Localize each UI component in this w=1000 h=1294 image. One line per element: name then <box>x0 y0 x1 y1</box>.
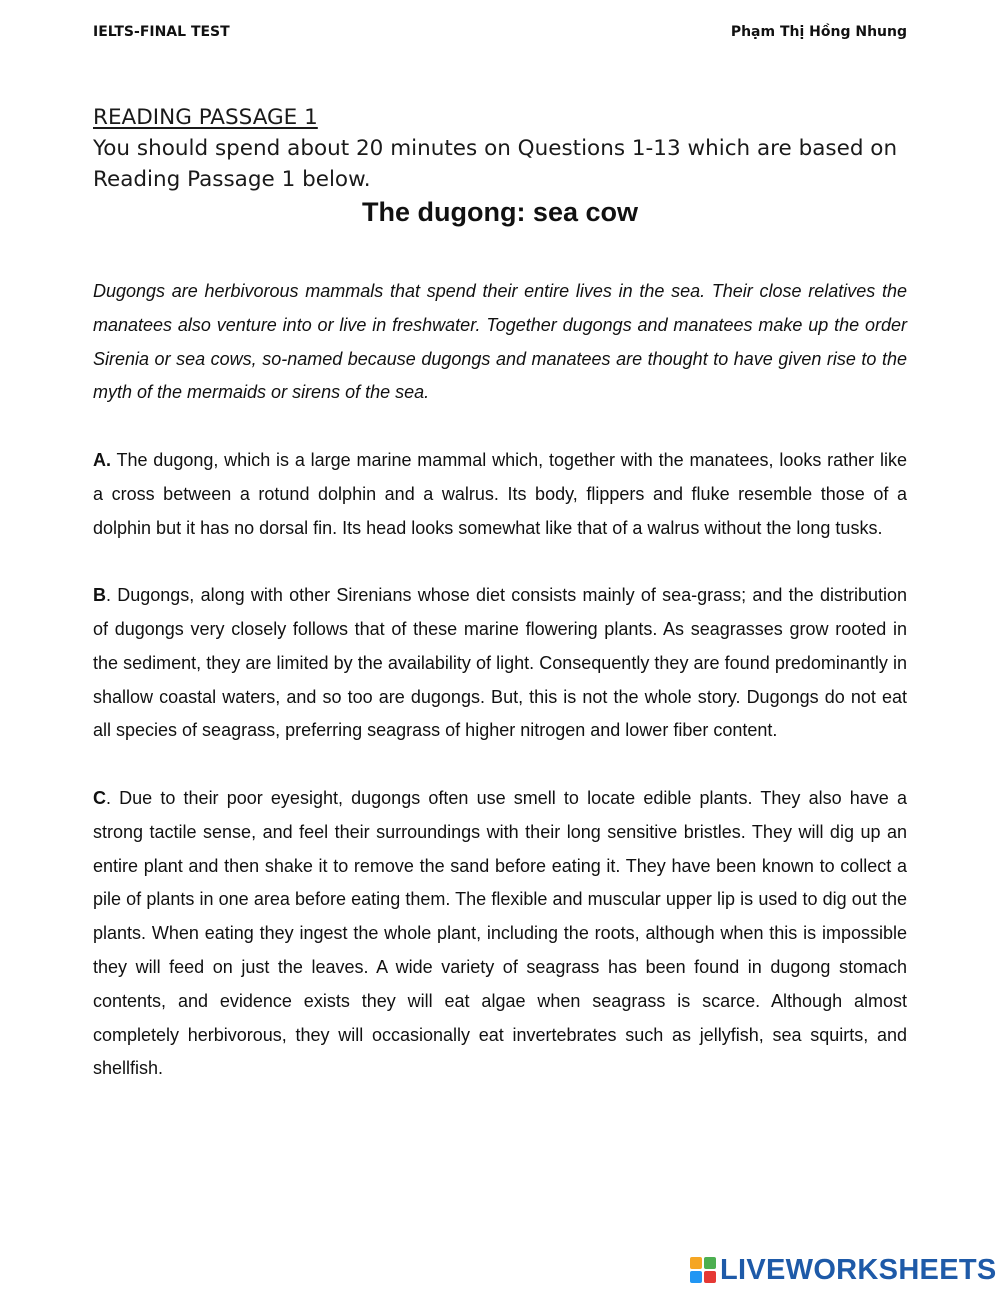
article-body <box>93 275 907 1120</box>
paragraph-letter: A. <box>93 449 111 470</box>
header-author-name: Phạm Thị Hồng Nhung <box>730 24 907 40</box>
paragraph-b <box>93 579 907 748</box>
paragraph-c <box>93 782 907 1086</box>
article-title: The dugong: sea cow <box>361 197 638 227</box>
paragraph-text: . Due to their poor eyesight, dugongs often use smell to locate edible plants. They also have a strong tactile sense, and feel their surroundings with their long sensitive bristles. They will dig up an entire plant and then shake it to remove the sand before eating it. They have been known to collect a pile of plants in one area before eating them. The flexible and muscular upper lip is used to dig out the plants. When eating they ingest the whole plant, including the roots, although when this is impossible they will feed on just the leaves. A wide variety of seagrass has been found in dugong stomach contents, and evidence exists they will eat algae when seagrass is scarce. Although almost completely herbivorous, they will occasionally eat invertebrates such as jellyfish, sea squirts, and shellfish. <box>93 787 907 1079</box>
paragraph-letter: C <box>93 787 106 808</box>
page-header <box>93 24 907 46</box>
header-test-name: IELTS-FINAL TEST <box>93 24 230 40</box>
lead-paragraph: Dugongs are herbivorous mammals that spend their entire lives in the sea. Their close relatives the manatees also venture into or live in freshwater. Together dugongs and manatees make up the order Sirenia or sea cows, so-named because dugongs and manatees are thought to have given rise to the myth of the mermaids or sirens of the sea. <box>93 281 907 403</box>
paragraph-letter: B <box>93 585 106 606</box>
passage-intro <box>93 102 913 195</box>
passage-label: READING PASSAGE 1 <box>93 105 318 130</box>
logo-text: LIVEWORKSHEETS <box>720 1253 997 1286</box>
liveworksheets-logo <box>690 1253 997 1287</box>
liveworksheets-logo-icon <box>690 1257 716 1283</box>
paragraph-a <box>93 444 907 545</box>
paragraph-text: The dugong, which is a large marine mammal which, together with the manatees, looks rather like a cross between a rotund dolphin and a walrus. Its body, flippers and fluke resemble those of a dolphin but it has no dorsal fin. Its head looks somewhat like that of a walrus without the long tusks. <box>93 449 907 538</box>
paragraph-text: . Dugongs, along with other Sirenians whose diet consists mainly of sea-grass; and the distribution of dugongs very closely follows that of these marine flowering plants. As seagrasses grow rooted in the sediment, they are limited by the availability of light. Consequently they are found predominantly in shallow coastal waters, and so too are dugongs. But, this is not the whole story. Dugongs do not eat all species of seagrass, preferring seagrass of higher nitrogen and lower fiber content. <box>93 585 907 741</box>
passage-instruction: You should spend about 20 minutes on Questions 1-13 which are based on Reading Passage 1 below. <box>93 136 898 192</box>
